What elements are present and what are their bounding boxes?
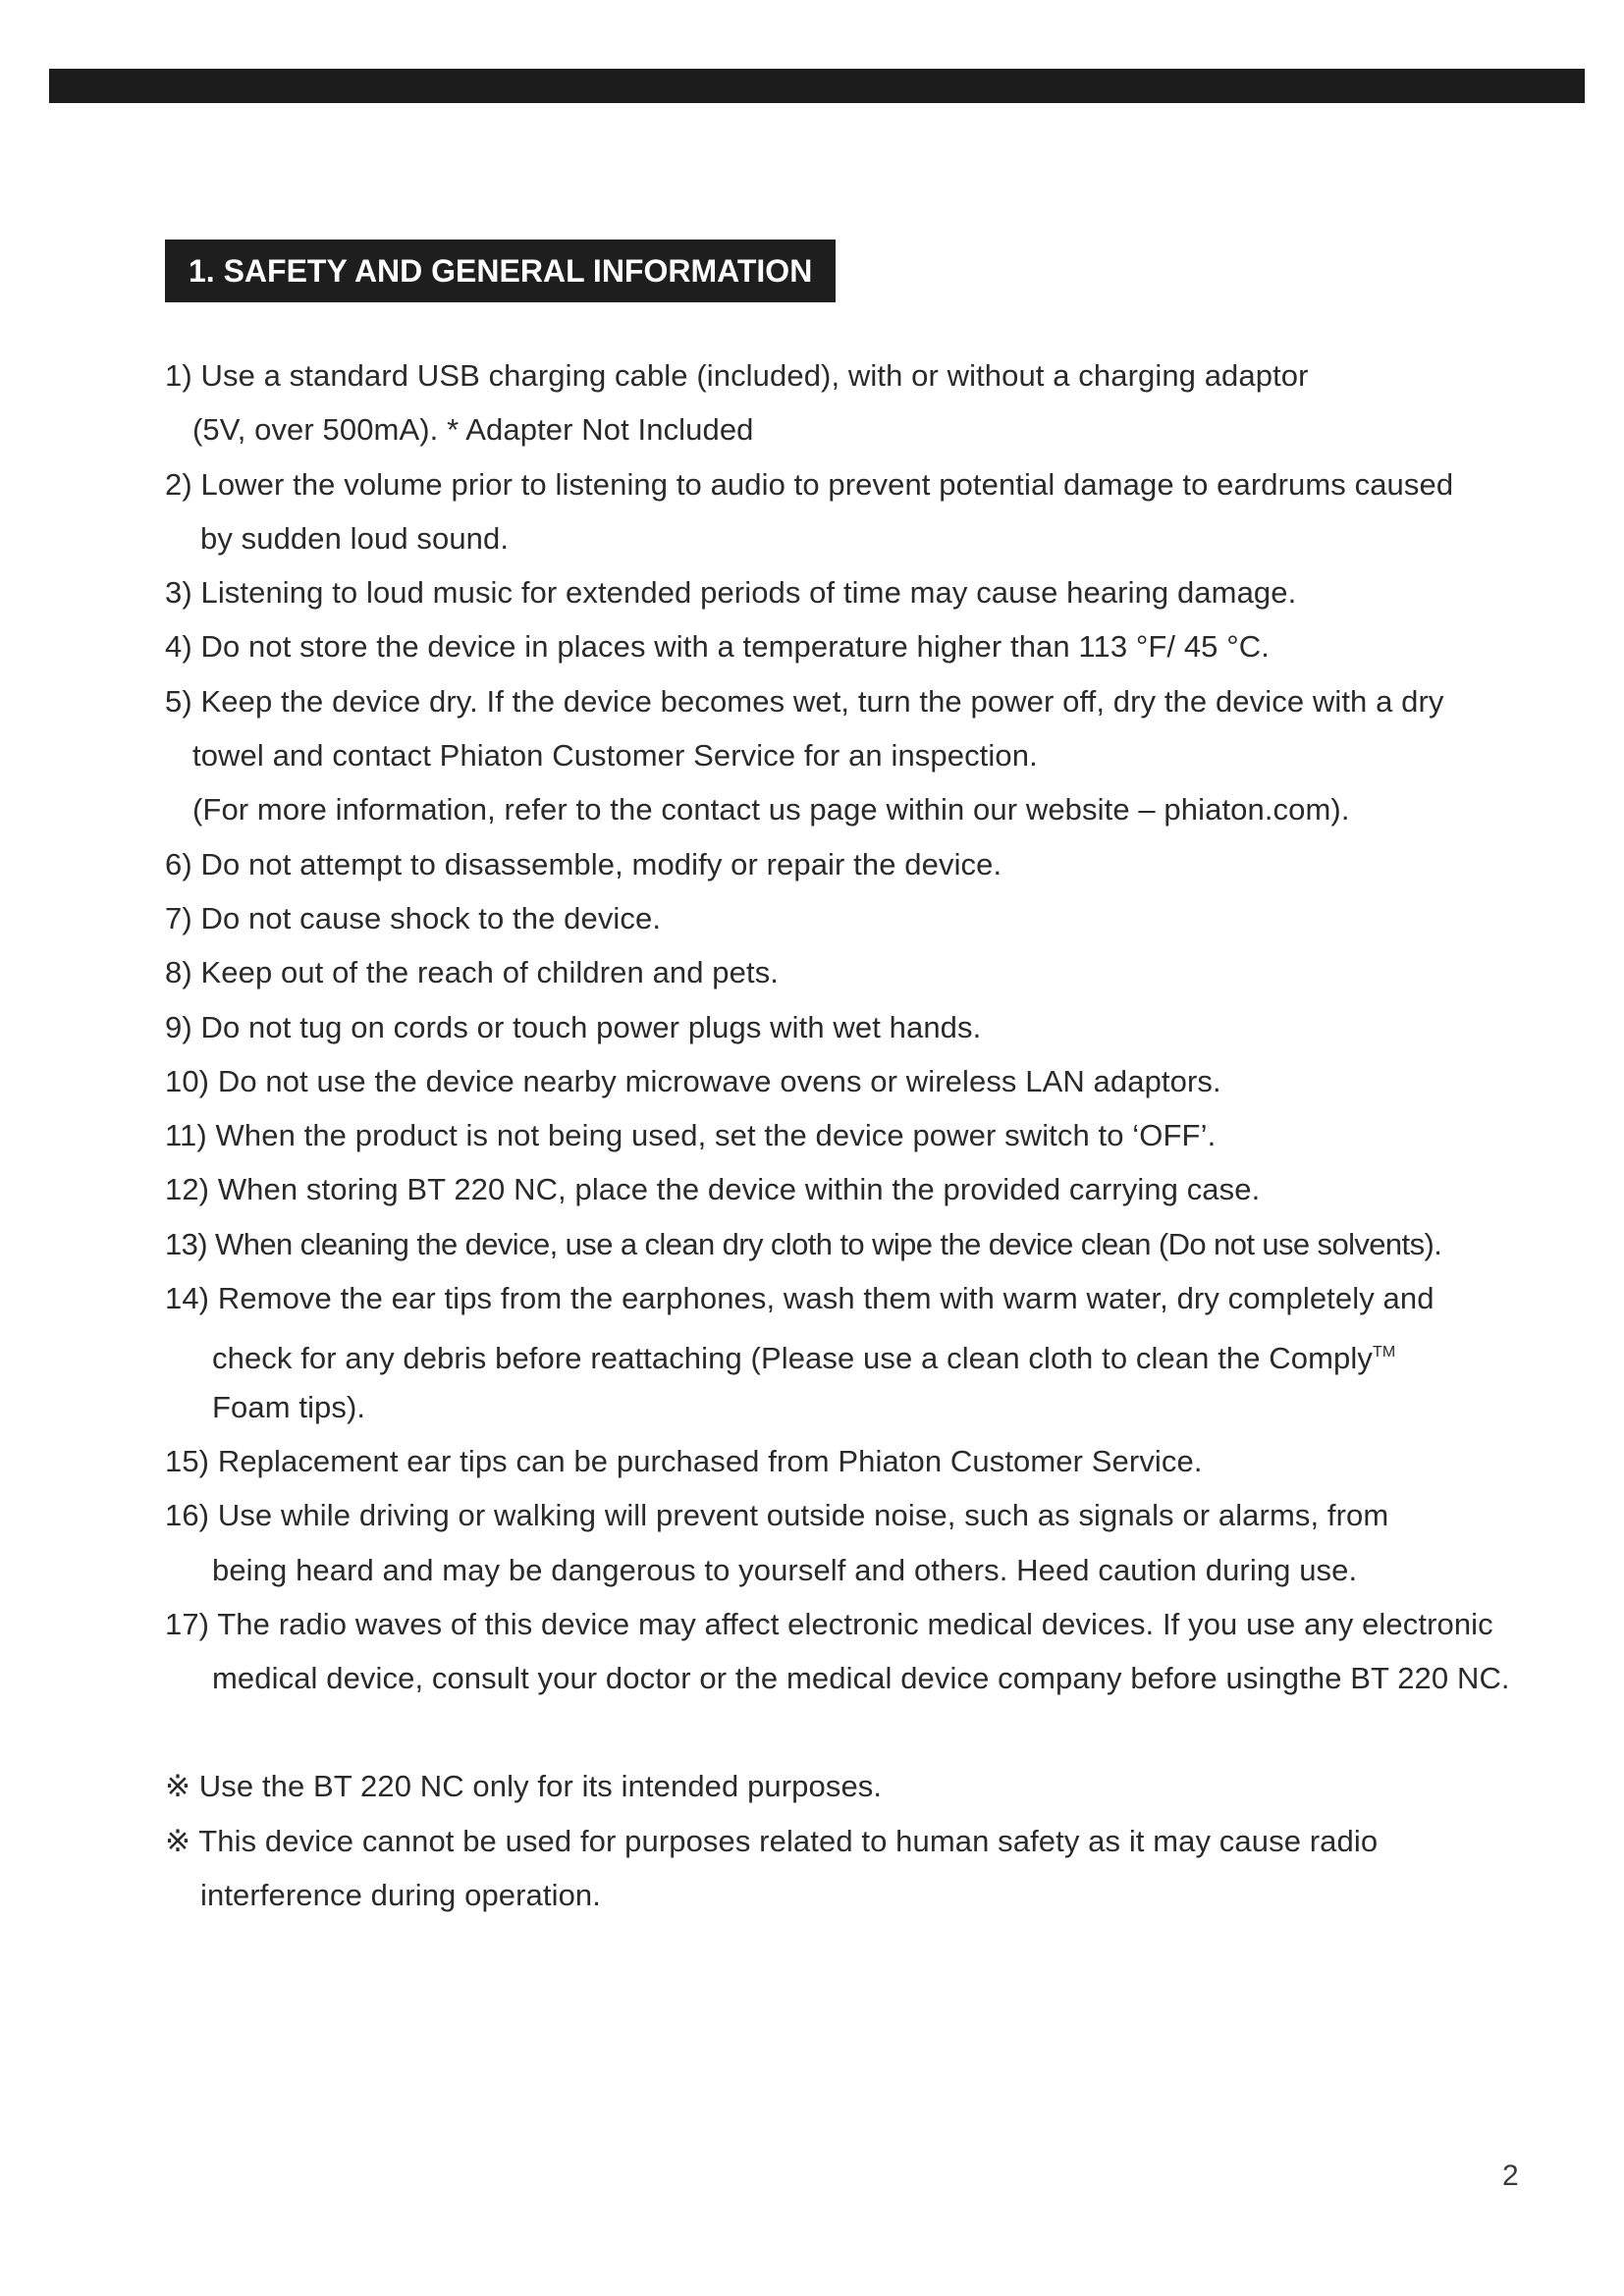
list-item-7: 7) Do not cause shock to the device. [165,900,662,935]
list-item-1: 1) Use a standard USB charging cable (included), with or without a charging adaptor [165,358,1309,393]
note-2: ※ This device cannot be used for purposes related to human safety as it may cause radio [165,1823,1379,1858]
list-item-5-continuation: (For more information, refer to the contact us page within our website – phiaton.com). [192,792,1350,828]
list-item-13: 13) When cleaning the device, use a clean dry cloth to wipe the device clean (Do not use solvents). [165,1226,1442,1261]
list-item-4: 4) Do not store the device in places with a temperature higher than 113 °F/ 45 °C. [165,629,1270,665]
list-item-8: 8) Keep out of the reach of children and pets. [165,955,780,990]
page-number: 2 [1502,2160,1519,2192]
list-item-6: 6) Do not attempt to disassemble, modify or repair the device. [165,846,1002,881]
note-1: ※ Use the BT 220 NC only for its intended purposes. [165,1769,883,1804]
safety-list [165,348,1520,1922]
spacer [165,1705,1520,1759]
list-item-12: 12) When storing BT 220 NC, place the device within the provided carrying case. [165,1172,1261,1207]
reference-mark-icon: ※ [165,1769,191,1804]
list-item-17: 17) The radio waves of this device may affect electronic medical devices. If you use any electronic [165,1606,1493,1641]
list-item-5: 5) Keep the device dry. If the device becomes wet, turn the power off, dry the device with a dry [165,683,1444,719]
list-item-9: 9) Do not tug on cords or touch power plugs with wet hands. [165,1009,982,1044]
list-item-2: 2) Lower the volume prior to listening to audio to prevent potential damage to eardrums caused [165,466,1454,502]
list-item-5-continuation: towel and contact Phiaton Customer Service for an inspection. [192,738,1038,774]
section-heading: 1. SAFETY AND GENERAL INFORMATION [165,240,836,302]
list-item-10: 10) Do not use the device nearby microwave ovens or wireless LAN adaptors. [165,1063,1221,1098]
list-item-16-continuation: being heard and may be dangerous to yourself and others. Heed caution during use. [212,1552,1358,1587]
trademark-symbol: TM [1373,1344,1396,1362]
list-item-14-continuation: Foam tips). [212,1389,366,1424]
list-item-3: 3) Listening to loud music for extended periods of time may cause hearing damage. [165,575,1297,611]
list-item-11: 11) When the product is not being used, set the device power switch to ‘OFF’. [165,1118,1217,1153]
list-item-2-continuation: by sudden loud sound. [200,520,510,556]
list-item-14-continuation: check for any debris before reattaching (Please use a clean cloth to clean the Comply™ [212,1341,1396,1376]
note-2-continuation: interference during operation. [200,1878,601,1913]
top-bar [49,69,1585,103]
list-item-16: 16) Use while driving or walking will prevent outside noise, such as signals or alarms, from [165,1498,1389,1533]
list-item-1-continuation: (5V, over 500mA). * Adapter Not Included [192,412,754,448]
list-item-14: 14) Remove the ear tips from the earphones, wash them with warm water, dry completely and [165,1281,1435,1316]
reference-mark-icon: ※ [165,1823,191,1858]
list-item-17-continuation: medical device, consult your doctor or the medical device company before usingthe BT 220 NC. [212,1661,1510,1696]
list-item-15: 15) Replacement ear tips can be purchased from Phiaton Customer Service. [165,1443,1203,1478]
